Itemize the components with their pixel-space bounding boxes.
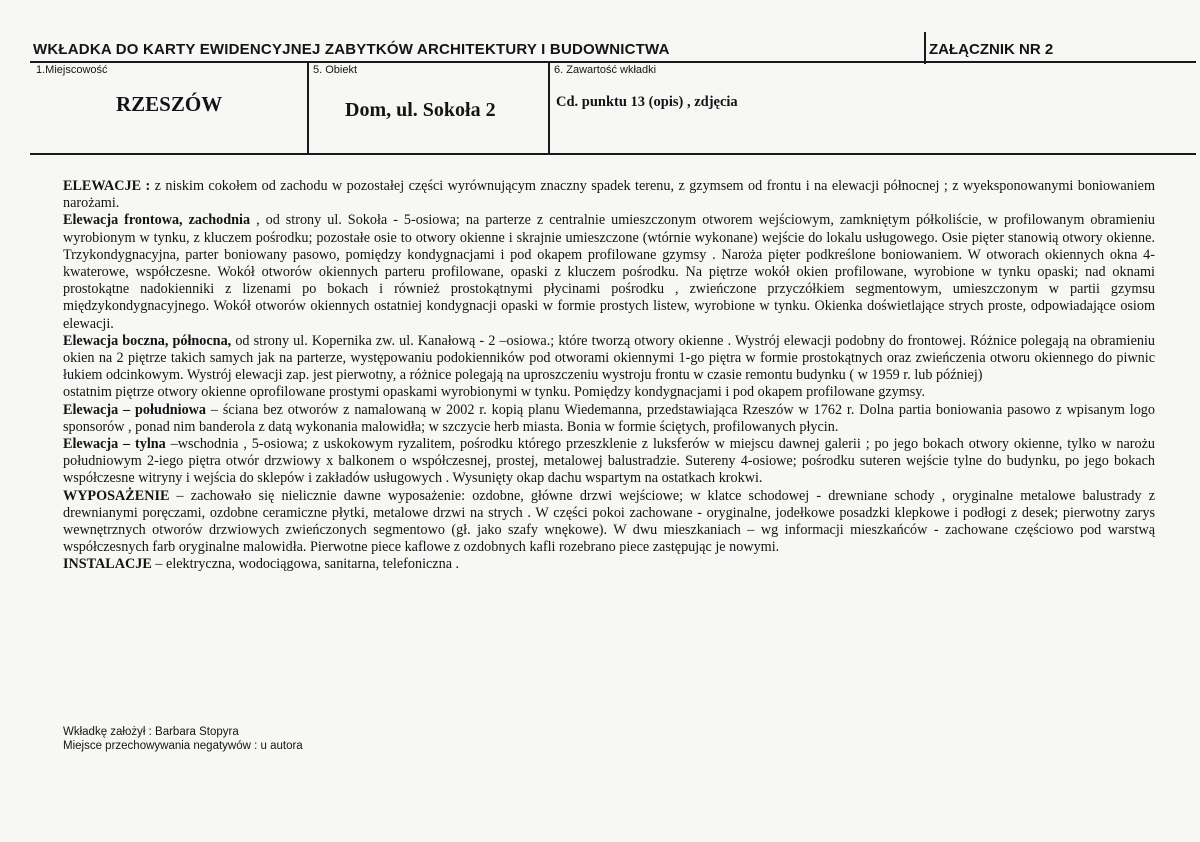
rear-elevation-label: Elewacja – tylna [63, 436, 166, 453]
field-divider-1 [307, 61, 309, 155]
furnishings-paragraph [63, 488, 1155, 557]
form-title: WKŁADKA DO KARTY EWIDENCYJNEJ ZABYTKÓW ARCHITEKTURY I BUDOWNICTWA [33, 41, 670, 58]
side-elevation-label: Elewacja boczna, północna, [63, 332, 232, 349]
side-elevation-paragraph [63, 333, 1155, 385]
furnishings-label: WYPOSAŻENIE [63, 487, 170, 504]
annex-divider [924, 32, 926, 64]
object-value: Dom, ul. Sokoła 2 [345, 99, 496, 121]
installations-text: – elektryczna, wodociągowa, sanitarna, telefoniczna . [151, 556, 460, 573]
installations-paragraph [63, 556, 1155, 573]
description-body [63, 178, 1155, 574]
object-label: 5. Obiekt [313, 64, 358, 76]
south-elevation-label: Elewacja – południowa [63, 401, 207, 418]
header-rule-top [30, 61, 1196, 63]
installations-label: INSTALACJE [63, 556, 152, 573]
rear-elevation-paragraph [63, 436, 1155, 488]
location-label: 1.Miejscowość [36, 64, 108, 76]
location-value: RZESZÓW [116, 92, 223, 116]
elevations-label: ELEWACJE : [63, 178, 151, 194]
contents-value: Cd. punktu 13 (opis) , zdjęcia [556, 94, 738, 110]
furnishings-text: – zachowało się nielicznie dawne wyposażenie: ozdobne, główne drzwi wejściowe; w klatce schodowej - drewniane schody , oryginalne metalowe balustrady z drewnianymi poręczami, ozdobne ceramiczne płytki, metalowe drzwi na strych . W części pokoi zachowane - oryginalne, jodełkowe posadzki klepkowe i podłogi z desek; pierwotny zarys wewnętrznych otworów drzwiowych zwieńczonych segmentowo (gł. jako szafy wnękowe). W dwu mieszkaniach – wg informacji mieszkańców - zachowane częściowo pod warstwą współczesnych farb oryginalne malowidła. Pierwotne piece kaflowe z ozdobnych kafli rozebrano piece zastępując je nowymi. [63, 487, 1155, 556]
negatives-location-line: Miejsce przechowywania negatywów : u autora [63, 740, 303, 752]
front-elevation-text: , od strony ul. Sokoła - 5-osiowa; na parterze z centralnie umieszczonym otworem wejściowym, zamkniętym półkoliście, w profilowanym obramieniu wyrobionym w tynku, z kluczem pośrodku; pozostałe osie to otwory okienne i skrajnie umieszczone (wtórnie wykonane) wejście do lokalu usługowego. Osie pięter stanowią otwory okienne. Trzykondygnacyjna, parter boniowany pasowo, pomiędzy kondygnacjami i pod okapem profilowane gzymsy . Naroża pięter podkreślone boniowaniem. W otworach okiennych okna 4-kwaterowe, współczesne. Wokół otworów okiennych parteru profilowane, opaski z kluczem pośrodku. Na piętrze wokół okien profilowane, wyrobione w tynku opaski; nad oknami prostokątne nadokienniki z lizenami po bokach i również prostokątnymi płycinami pośrodku , zwieńczone przyczółkiem segmentowym, umieszczonym w partii gzymsu międzykondygnacyjnego. Wokół otworów okiennych ostatniej kondygnacji opaski w formie prostych listew, wyrobione w tynku. Okienka doświetlające strych proste, odpowiadające osiom elewacji. [63, 212, 1155, 332]
annex-label: ZAŁĄCZNIK NR 2 [929, 41, 1054, 58]
elevations-text: z niskim cokołem od zachodu w pozostałej części wyrównującym znaczny spadek terenu, z gzymsem od frontu i na elewacji północnej ; z wyeksponowanymi boniowaniem narożami. [63, 178, 1155, 212]
rear-elevation-text: –wschodnia , 5-osiowa; z uskokowym ryzalitem, pośrodku którego przeszklenie z luksferów w miejscu dawnej galerii ; po jego bokach otwory okienne, tylko w narożu południowym 2-iego piętra otwór drzwiowy x balkonem o współczesnej, prostej, metalowej balustradzie. Sutereny 4-osiowe; pośrodku suteren wejście tylne do budynku, po jego bokach współczesne witryny i wejścia do sklepów i zakładów usługowych . Wysunięty okap dachu wspartym na ostatkach krokwi. [63, 436, 1155, 487]
front-elevation-label: Elewacja frontowa, zachodnia [63, 212, 251, 229]
header-rule-bottom [30, 153, 1196, 155]
side-elevation-text: od strony ul. Kopernika zw. ul. Kanałową - 2 –osiowa.; które tworzą otwory okienne . Wystrój elewacji podobny do frontowej. Różnice polegają na obramieniu okien na 2 piętrze takich samych jak na parterze, występowaniu podokienników pod otworami okiennymi 1-go piętra w formie prostokątnych oraz zwieńczenia otworu okiennego do piwnic łukiem odcinkowym. Wystrój elewacji zap. jest pierwotny, a różnice polegają na uproszczeniu wystroju frontu w czasie remontu budynku ( w 1959 r. lub później) [63, 332, 1155, 384]
contents-label: 6. Zawartość wkładki [554, 64, 657, 76]
field-divider-2 [548, 61, 550, 155]
south-elevation-text: – ściana bez otworów z namalowaną w 2002 r. kopią planu Wiedemanna, przedstawiająca Rzeszów w 1762 r. Dolna partia boniowania pasowo z wpisanym logo sponsorów , ponad nim banderola z datą wykonania malowidła; w szczycie herb miasta. Bonia w formie ściętych, profilowanych płycin. [63, 401, 1155, 435]
south-elevation-paragraph [63, 402, 1155, 436]
side-elevation-continuation: ostatnim piętrze otwory okienne oprofilowane prostymi opaskami wyrobionymi w tynku. Pomiędzy kondygnacjami i pod okapem profilowane gzymsy. [63, 384, 925, 401]
elevations-paragraph [63, 178, 1155, 212]
footer [63, 725, 303, 753]
author-line: Wkładkę założył : Barbara Stopyra [63, 726, 239, 738]
front-elevation-paragraph [63, 212, 1155, 332]
